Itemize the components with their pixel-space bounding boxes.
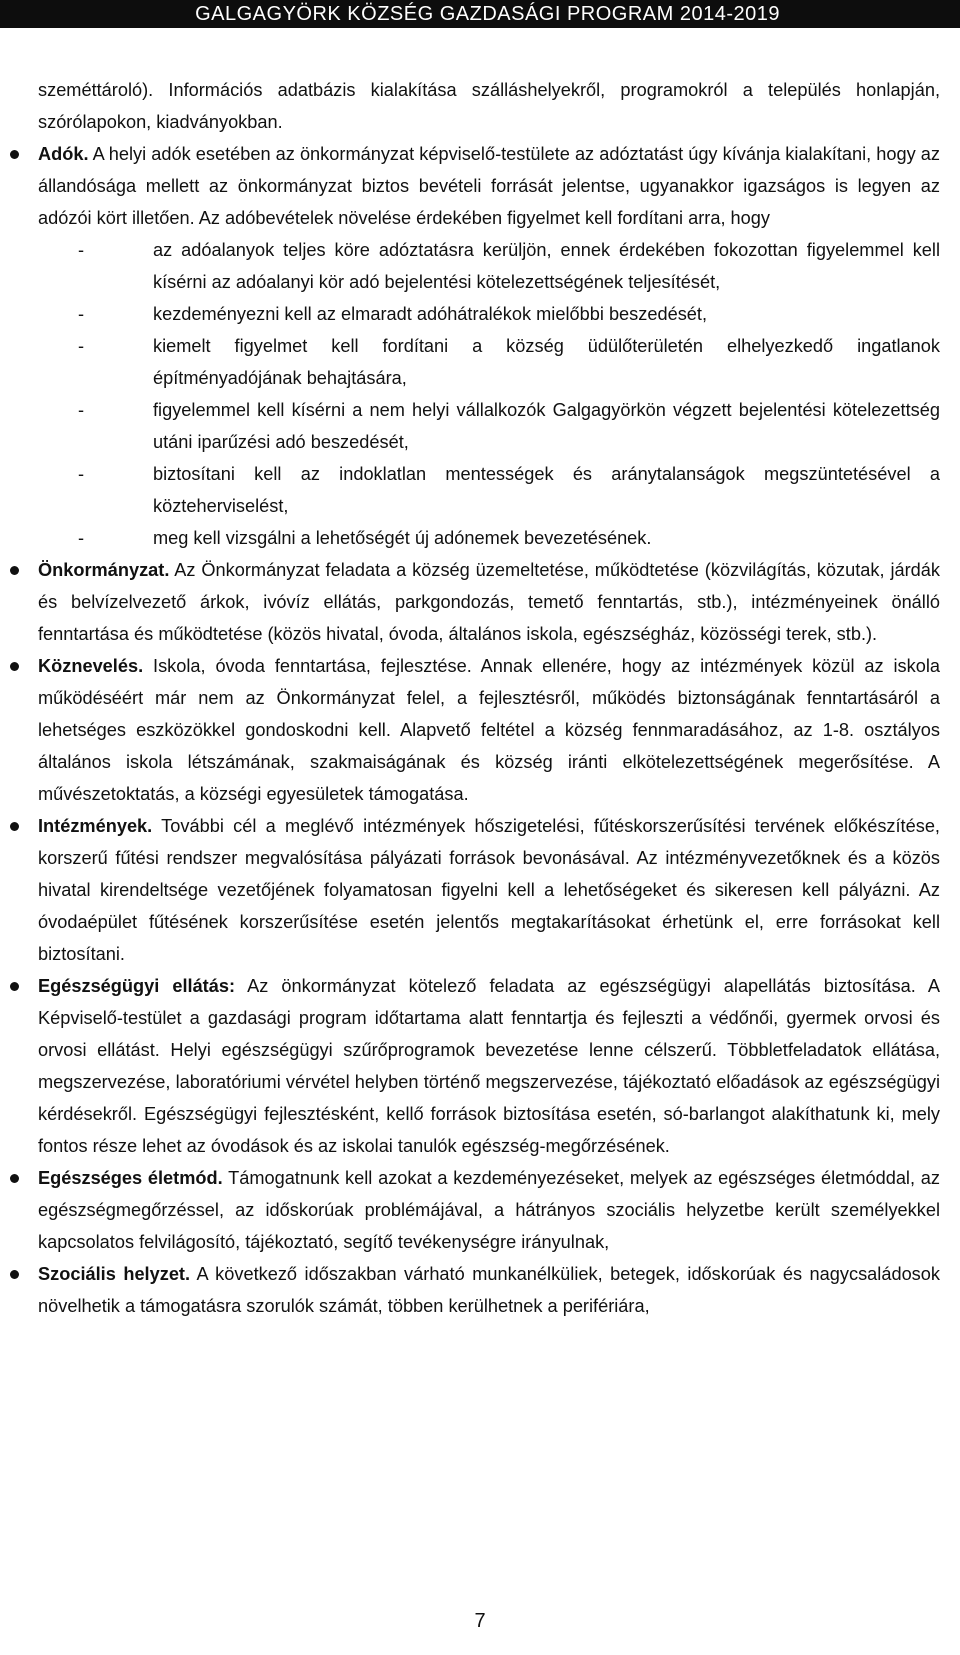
dash-item-text: az adóalanyok teljes köre adóztatásra kerüljön, ennek érdekében fokozottan figyelemmel kell kísérni az adóalanyi kör adó bejelentési kötelezettségének teljesítését,: [153, 240, 940, 292]
dash-item: [38, 458, 940, 522]
bullet-kozneveles: [38, 650, 940, 810]
section-text: A helyi adók esetében az önkormányzat képviselő-testülete az adóztatást úgy kívánja kialakítani, hogy az állandósága mellett az önkormányzat biztos bevételi forrását jelentse, ugyanakkor igazságos is legyen az adózói kört illetően. Az adóbevételek növelése érdekében figyelmet kell fordítani arra, hogy: [38, 144, 940, 228]
dash-item-text: kezdeményezni kell az elmaradt adóhátralékok mielőbbi beszedését,: [153, 304, 708, 324]
section-text: A következő időszakban várható munkanélküliek, betegek, időskorúak és nagycsaládosok növelhetik a támogatásra szorulók számát, többen kerülhetnek a perifériára,: [38, 1264, 940, 1316]
intro-paragraph: szeméttároló). Információs adatbázis kialakítása szálláshelyekről, programokról a település honlapján, szórólapokon, kiadványokban.: [38, 80, 940, 132]
bullet-egeszseges-eletmod: [38, 1162, 940, 1258]
dash-item-text: figyelemmel kell kísérni a nem helyi vállalkozók Galgagyörkön végzett bejelentési kötelezettség utáni iparűzési adó beszedését,: [153, 400, 940, 452]
section-text: Az Önkormányzat feladata a község üzemeltetése, működtetése (közvilágítás, közutak, járdák és belvízelvezető árkok, ivóvíz ellátás, parkgondozás, temető fenntartás, stb.), intézményeinek önálló fenntartása és működtetése (közös hivatal, óvoda, általános iskola, egészségház, közösségi terek, stb.).: [38, 560, 940, 644]
bullet-icon: [10, 150, 19, 159]
bullet-onkormanyzat: [38, 554, 940, 650]
header-title: GALGAGYÖRK KÖZSÉG GAZDASÁGI PROGRAM 2014-2019: [195, 3, 780, 25]
section-text: Támogatnunk kell azokat a kezdeményezéseket, melyek az egészséges életmóddal, az egészségmegőrzéssel, az időskorúak problémájával, a hátrányos szociális helyzetbe került személyekkel kapcsolatos felvilágosító, tájékoztató, segítő tevékenységre irányulnak,: [38, 1168, 940, 1252]
section-heading: Intézmények.: [38, 816, 153, 836]
bullet-icon: [10, 662, 19, 671]
bullet-icon: [10, 1270, 19, 1279]
document-body: [38, 74, 940, 1322]
bullet-icon: [10, 822, 19, 831]
bullet-intezmenyek: [38, 810, 940, 970]
section-text: További cél a meglévő intézmények hőszigetelési, fűtéskorszerűsítési tervének előkészítése, korszerű fűtési rendszer megvalósítása pályázati források bevonásával. Az intézményvezetőknek és a közös hivatal kirendeltsége vezetőjének folyamatosan figyelni kell a lehetőségeket és sikeresen kell pályázni. Az óvodaépület fűtésének korszerűsítése esetén jelentős megtakarításokat érhetünk el, erre forrásokat kell biztosítani.: [38, 816, 940, 964]
dash-marker: -: [78, 528, 85, 548]
dash-item: [38, 234, 940, 298]
page-number: 7: [474, 1610, 486, 1632]
section-heading: Egészséges életmód.: [38, 1168, 223, 1188]
dash-item: [38, 394, 940, 458]
dash-item-text: meg kell vizsgálni a lehetőségét új adónemek bevezetésének.: [153, 528, 652, 548]
dash-marker: -: [78, 240, 85, 260]
bullet-szocialis-helyzet: [38, 1258, 940, 1322]
section-heading: Köznevelés.: [38, 656, 144, 676]
dash-item-text: biztosítani kell az indoklatlan mentességek és aránytalanságok megszüntetésével a közteherviselést,: [153, 464, 940, 516]
dash-item: [38, 298, 940, 330]
dash-marker: -: [78, 400, 85, 420]
bullet-ado: [38, 138, 940, 234]
dash-item: [38, 330, 940, 394]
section-heading: Adók.: [38, 144, 89, 164]
section-heading: Önkormányzat.: [38, 560, 170, 580]
section-text: Iskola, óvoda fenntartása, fejlesztése. Annak ellenére, hogy az intézmények közül az iskola működéséért már nem az Önkormányzat felel, a fejlesztésről, működés biztonságának fenntartásáról a lehetséges eszközökkel gondoskodni kell. Alapvető feltétel a község fennmaradásához, az 1-8. osztályos általános iskola létszámának, szakmaiságának és község iránti elkötelezettségének megerősítése. A művészetoktatás, a községi egyesületek támogatása.: [38, 656, 940, 804]
dash-item-text: kiemelt figyelmet kell fordítani a község üdülőterületén elhelyezkedő ingatlanok építményadójának behajtására,: [153, 336, 940, 388]
section-heading: Egészségügyi ellátás:: [38, 976, 236, 996]
section-heading: Szociális helyzet.: [38, 1264, 191, 1284]
page-header: [0, 0, 960, 28]
bullet-icon: [10, 566, 19, 575]
section-text: Az önkormányzat kötelező feladata az egészségügyi alapellátás biztosítása. A Képviselő-testület a gazdasági program időtartama alatt fenntartja és fejleszti a védőnői, gyermek orvosi és orvosi ellátást. Helyi egészségügyi szűrőprogramok bevezetése lenne célszerű. Többletfeladatok ellátása, megszervezése, laboratóriumi vérvétel helyben történő megszervezése, tájékoztató előadások az egészségügyi kérdésekről. Egészségügyi fejlesztésként, kellő források biztosítása esetén, só-barlangot alakíthatunk ki, mely fontos része lehet az óvodások és az iskolai tanulók egészség-megőrzésének.: [38, 976, 940, 1156]
dash-marker: -: [78, 336, 85, 356]
bullet-icon: [10, 1174, 19, 1183]
dash-marker: -: [78, 304, 85, 324]
dash-marker: -: [78, 464, 85, 484]
bullet-egeszsegugyi-ellatas: [38, 970, 940, 1162]
dash-item: [38, 522, 940, 554]
bullet-icon: [10, 982, 19, 991]
